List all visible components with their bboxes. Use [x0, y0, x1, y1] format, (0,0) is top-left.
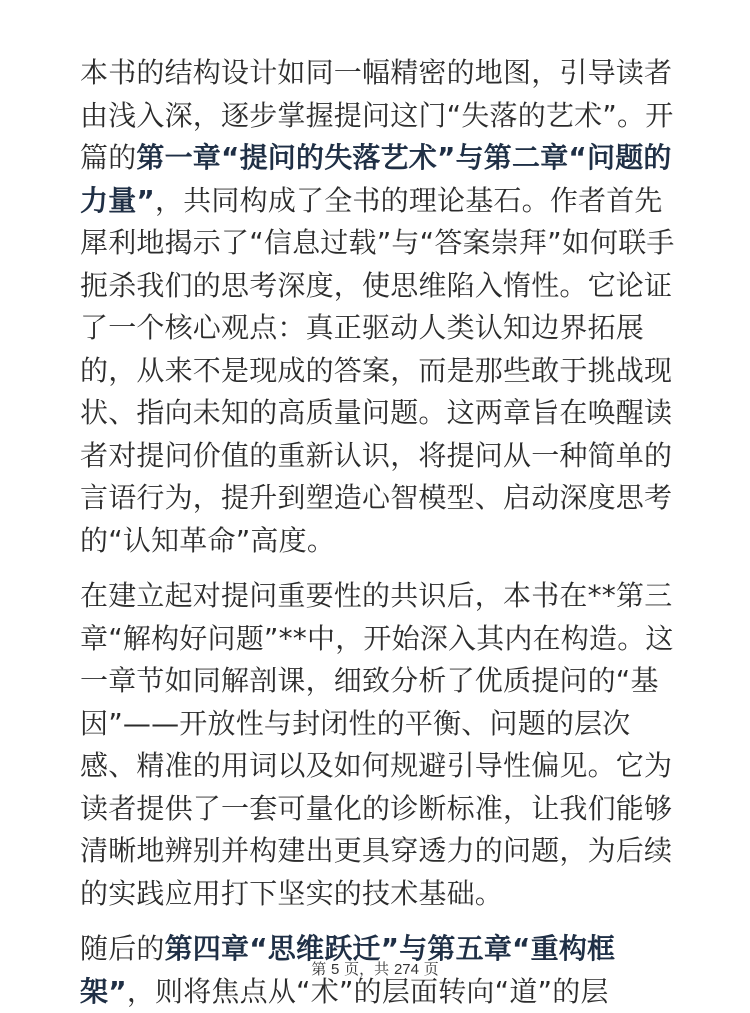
footer-prefix: 第: [311, 960, 327, 978]
paragraph-text: 在建立起对提问重要性的共识后，本书在**第三章“解构好问题”**中，开始深入其内在构造。这一章节如同解剖课，细致分析了优质提问的“基因”——开放性与封闭性的平衡、问题的层次感、精准的用词以及如何规避引导性偏见。它为读者提供了一套可量化的诊断标准，让我们能够清晰地辨别并构建出更具穿透力的问题，为后续的实践应用打下坚实的技术基础。: [80, 579, 674, 910]
paragraph-chapter-three: [80, 575, 680, 915]
paragraph-text: ，共同构成了全书的理论基石。作者首先犀利地揭示了“信息过载”与“答案崇拜”如何联手扼杀我们的思考深度，使思维陷入惰性。它论证了一个核心观点：真正驱动人类认知边界拓展的，从来不是现成的答案，而是那些敢于挑战现状、指向未知的高质量问题。这两章旨在唤醒读者对提问价值的重新认识，将提问从一种简单的言语行为，提升到塑造心智模型、启动深度思考的“认知革命”高度。: [80, 183, 675, 557]
footer-page-number: 5: [331, 961, 340, 978]
footer-suffix: 页: [423, 960, 439, 978]
paragraph-text: 本书的结构设计如同一幅精密的地图，引导读者由浅入深，逐步掌握提问这门“失落的艺术”。开篇的: [80, 56, 674, 174]
bold-chapter-titles: 第一章“提问的失落艺术”与第二章“问题的力量”: [80, 141, 672, 217]
document-body: [80, 52, 680, 1013]
page-footer: [0, 958, 750, 979]
paragraph-text: 随后的: [80, 932, 165, 965]
paragraph-structure-intro: [80, 52, 680, 562]
footer-middle: 页，共: [344, 960, 390, 978]
bold-chapter-titles: 第四章“思维跃迁”与第五章“重构框架”: [80, 932, 616, 1008]
paragraph-text: ，则将焦点从“术”的层面转向“道”的层: [126, 974, 609, 1008]
footer-total-pages: 274: [393, 961, 419, 978]
